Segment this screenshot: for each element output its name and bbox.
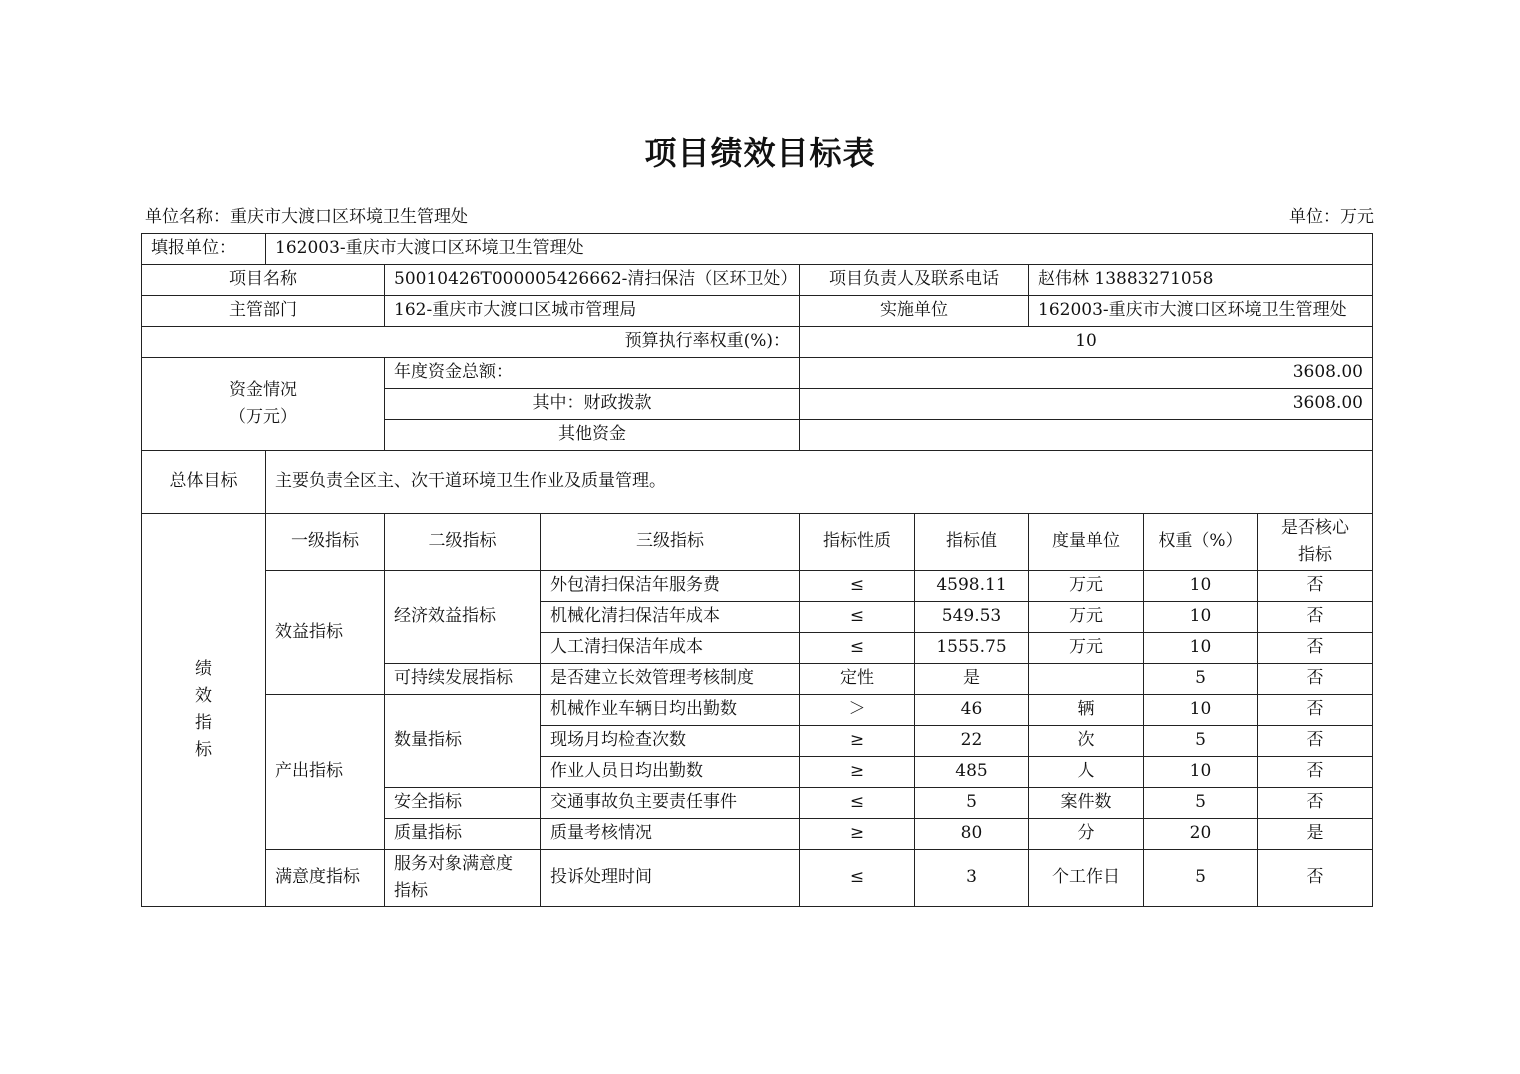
indicator-unit: 案件数 — [1029, 788, 1144, 819]
subgroup-economic: 经济效益指标 — [385, 571, 541, 664]
indicator-core: 否 — [1258, 633, 1373, 664]
indicator-core: 否 — [1258, 850, 1373, 907]
indicator-nature: ≤ — [800, 850, 915, 907]
subgroup-service: 服务对象满意度 指标 — [385, 850, 541, 907]
header-unit: 度量单位 — [1029, 514, 1144, 571]
indicator-core: 否 — [1258, 695, 1373, 726]
indicator-weight: 10 — [1144, 695, 1258, 726]
indicator-name: 投诉处理时间 — [541, 850, 800, 907]
page-title: 项目绩效目标表 — [644, 134, 876, 172]
indicator-core: 否 — [1258, 726, 1373, 757]
group-output: 产出指标 — [266, 695, 385, 850]
indicator-value: 485 — [915, 757, 1029, 788]
funds-other-label: 其他资金 — [385, 420, 800, 451]
indicator-value: 1555.75 — [915, 633, 1029, 664]
subgroup-quantity: 数量指标 — [385, 695, 541, 788]
indicator-value: 80 — [915, 819, 1029, 850]
indicator-value: 4598.11 — [915, 571, 1029, 602]
indicator-nature: ≤ — [800, 788, 915, 819]
indicator-core: 是 — [1258, 819, 1373, 850]
indicator-name: 机械作业车辆日均出勤数 — [541, 695, 800, 726]
implementing-unit-label: 实施单位 — [800, 296, 1029, 327]
indicator-core: 否 — [1258, 788, 1373, 819]
indicator-name: 外包清扫保洁年服务费 — [541, 571, 800, 602]
table-row — [142, 695, 1373, 726]
project-manager-value: 赵伟林 13883271058 — [1029, 265, 1373, 296]
indicator-nature: ≤ — [800, 602, 915, 633]
indicator-weight: 20 — [1144, 819, 1258, 850]
header-level3: 三级指标 — [541, 514, 800, 571]
header-level1: 一级指标 — [266, 514, 385, 571]
indicator-unit — [1029, 664, 1144, 695]
indicator-name: 交通事故负主要责任事件 — [541, 788, 800, 819]
header-value: 指标值 — [915, 514, 1029, 571]
indicator-value: 3 — [915, 850, 1029, 907]
indicator-weight: 5 — [1144, 788, 1258, 819]
header-core: 是否核心 指标 — [1258, 514, 1373, 571]
indicator-name: 作业人员日均出勤数 — [541, 757, 800, 788]
indicator-unit: 人 — [1029, 757, 1144, 788]
funds-label — [142, 358, 385, 451]
indicator-unit: 辆 — [1029, 695, 1144, 726]
header-weight: 权重（%） — [1144, 514, 1258, 571]
indicator-name: 是否建立长效管理考核制度 — [541, 664, 800, 695]
implementing-unit-value: 162003-重庆市大渡口区环境卫生管理处 — [1029, 296, 1373, 327]
subgroup-quality: 质量指标 — [385, 819, 541, 850]
department-label: 主管部门 — [142, 296, 385, 327]
funds-other-value — [800, 420, 1373, 451]
indicator-value: 46 — [915, 695, 1029, 726]
group-benefit: 效益指标 — [266, 571, 385, 695]
indicator-weight: 10 — [1144, 571, 1258, 602]
indicator-weight: 5 — [1144, 664, 1258, 695]
indicator-nature: ≥ — [800, 757, 915, 788]
indicator-core: 否 — [1258, 664, 1373, 695]
funds-label-line1: 资金情况 — [229, 379, 297, 400]
funds-fiscal-label: 其中：财政拨款 — [385, 389, 800, 420]
indicator-header-row — [142, 514, 1373, 571]
funds-total-row — [142, 358, 1373, 389]
department-row — [142, 296, 1373, 327]
indicators-side-label: 绩 效 指 标 — [142, 514, 266, 907]
overall-goal-row — [142, 451, 1373, 514]
project-manager-label: 项目负责人及联系电话 — [800, 265, 1029, 296]
indicator-weight: 10 — [1144, 757, 1258, 788]
group-satisfaction: 满意度指标 — [266, 850, 385, 907]
table-row — [142, 850, 1373, 907]
indicator-core: 否 — [1258, 571, 1373, 602]
department-value: 162-重庆市大渡口区城市管理局 — [385, 296, 800, 327]
reporting-unit-row — [142, 234, 1373, 265]
indicator-core: 否 — [1258, 602, 1373, 633]
subgroup-safety: 安全指标 — [385, 788, 541, 819]
indicator-value: 22 — [915, 726, 1029, 757]
overall-goal-label: 总体目标 — [142, 451, 266, 514]
indicator-name: 人工清扫保洁年成本 — [541, 633, 800, 664]
indicator-unit: 万元 — [1029, 571, 1144, 602]
indicator-unit: 万元 — [1029, 633, 1144, 664]
funds-total-value: 3608.00 — [800, 358, 1373, 389]
reporting-unit-value: 162003-重庆市大渡口区环境卫生管理处 — [266, 234, 1373, 265]
project-name-row — [142, 265, 1373, 296]
indicator-weight: 10 — [1144, 602, 1258, 633]
indicator-nature: ≥ — [800, 726, 915, 757]
indicator-weight: 5 — [1144, 726, 1258, 757]
funds-label-line2: （万元） — [229, 407, 297, 427]
indicator-name: 现场月均检查次数 — [541, 726, 800, 757]
indicator-unit: 个工作日 — [1029, 850, 1144, 907]
project-name-value: 50010426T000005426662-清扫保洁（区环卫处） — [385, 265, 800, 296]
indicator-nature: ≤ — [800, 571, 915, 602]
indicator-nature: ≥ — [800, 819, 915, 850]
indicator-unit: 分 — [1029, 819, 1144, 850]
indicator-core: 否 — [1258, 757, 1373, 788]
overall-goal-text: 主要负责全区主、次干道环境卫生作业及质量管理。 — [266, 451, 1373, 514]
subgroup-sustainable: 可持续发展指标 — [385, 664, 541, 695]
project-name-label: 项目名称 — [142, 265, 385, 296]
funds-total-label: 年度资金总额： — [385, 358, 800, 389]
budget-weight-row — [142, 327, 1373, 358]
budget-weight-label: 预算执行率权重(%)： — [142, 327, 800, 358]
reporting-unit-label: 填报单位： — [142, 234, 266, 265]
indicator-unit: 万元 — [1029, 602, 1144, 633]
indicator-value: 5 — [915, 788, 1029, 819]
indicator-nature: ≤ — [800, 633, 915, 664]
currency-unit-label: 单位：万元 — [1289, 207, 1374, 227]
header-level2: 二级指标 — [385, 514, 541, 571]
unit-name-label: 单位名称：重庆市大渡口区环境卫生管理处 — [145, 207, 468, 227]
budget-weight-value: 10 — [800, 327, 1373, 358]
indicator-value: 549.53 — [915, 602, 1029, 633]
indicator-unit: 次 — [1029, 726, 1144, 757]
indicator-value: 是 — [915, 664, 1029, 695]
indicator-nature: ＞ — [800, 695, 915, 726]
indicator-weight: 5 — [1144, 850, 1258, 907]
performance-target-table — [141, 233, 1373, 907]
indicator-weight: 10 — [1144, 633, 1258, 664]
indicator-name: 机械化清扫保洁年成本 — [541, 602, 800, 633]
indicator-name: 质量考核情况 — [541, 819, 800, 850]
indicator-nature: 定性 — [800, 664, 915, 695]
header-nature: 指标性质 — [800, 514, 915, 571]
table-row — [142, 571, 1373, 602]
funds-fiscal-value: 3608.00 — [800, 389, 1373, 420]
